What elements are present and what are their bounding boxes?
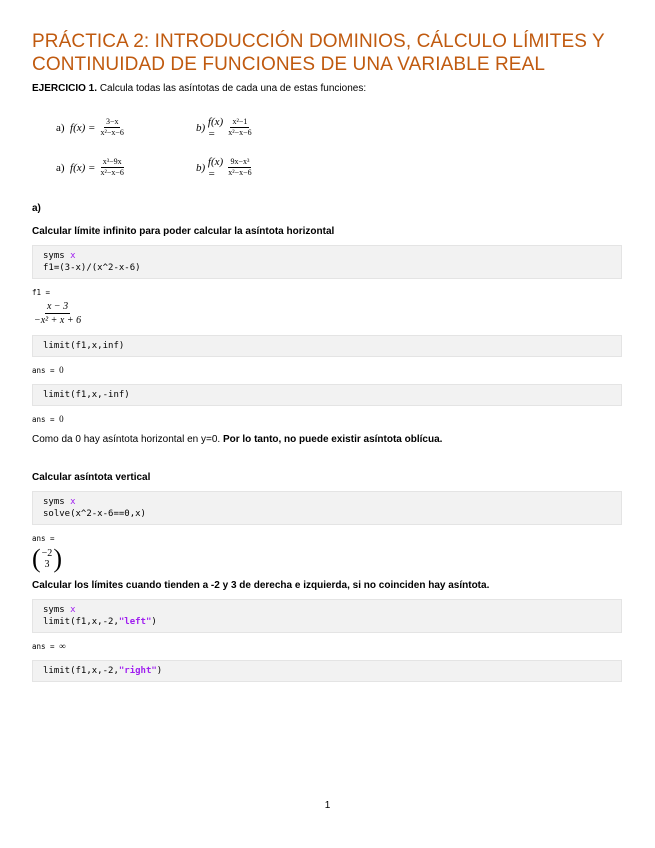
- document-page: [32, 30, 622, 682]
- fraction: $\frac{\text{9x−x³}}{\text{x²−x−6}}$: [228, 157, 252, 177]
- code-cell-4[interactable]: syms x solve(x^2-x-6==0,x): [32, 491, 622, 525]
- heading-horizontal-asymptote: Calcular límite infinito para poder calcular la asíntota horizontal: [32, 226, 335, 237]
- output-1-label: f1 =: [32, 288, 51, 297]
- formula-block: [32, 103, 622, 191]
- fraction: $\frac{\text{x²−1}}{\text{x²−x−6}}$: [228, 117, 252, 137]
- formula-2b: b) f(x) = $\frac{\text{9x−x³}}{\text{x²−x−6}}$: [196, 155, 252, 180]
- code-cell-1[interactable]: syms x f1=(3-x)/(x^2-x-6): [32, 245, 622, 279]
- output-4-matrix: ( −2 3 ): [32, 544, 62, 573]
- output-2: ans = 0: [32, 365, 64, 375]
- heading-vertical-asymptote: Calcular asíntota vertical: [32, 472, 151, 483]
- code-cell-5[interactable]: syms x limit(f1,x,-2,"left"): [32, 599, 622, 633]
- output-5: ans = ∞: [32, 641, 66, 651]
- exercise-text: Calcula todas las asíntotas de cada una de estas funciones:: [99, 83, 367, 94]
- formula-row-2: [56, 155, 252, 180]
- exercise-label: EJERCICIO 1.: [32, 83, 98, 94]
- fraction: $\frac{\text{x³−9x}}{\text{x²−x−6}}$: [100, 157, 124, 177]
- formula-1b: b) f(x) = $\frac{\text{x²−1}}{\text{x²−x−6}}$: [196, 115, 252, 140]
- formula-2a: a) f(x) = $\frac{\text{x³−9x}}{\text{x²−x−6}}$: [56, 157, 124, 177]
- heading-side-limits: Calcular los límites cuando tienden a -2 y 3 de derecha e izquierda, si no coinciden hay asíntota.: [32, 580, 490, 591]
- output-3: ans = 0: [32, 414, 64, 424]
- formula-1a: a) f(x) = $\frac{3-x}{\text{x²−x−6}}$: [56, 117, 124, 137]
- page-number: 1: [324, 800, 331, 811]
- formula-row-1: [56, 115, 252, 140]
- output-1-expression: $\frac{x - 3}{\text{−x² + x + 6}}$: [34, 301, 82, 326]
- fraction: $\frac{3-x}{\text{x²−x−6}}$: [100, 117, 124, 137]
- code-cell-3[interactable]: limit(f1,x,-inf): [32, 384, 622, 406]
- conclusion-paragraph: Como da 0 hay asíntota horizontal en y=0. Por lo tanto, no puede existir asíntota oblícua.: [32, 434, 443, 445]
- code-cell-2[interactable]: limit(f1,x,inf): [32, 335, 622, 357]
- page-title: PRÁCTICA 2: INTRODUCCIÓN DOMINIOS, CÁLCULO LÍMITES Y CONTINUIDAD DE FUNCIONES DE UNA VARIABLE REAL: [32, 31, 605, 75]
- section-a-label: a): [32, 203, 41, 214]
- code-cell-6[interactable]: limit(f1,x,-2,"right"): [32, 660, 622, 682]
- exercise-statement: [32, 82, 622, 95]
- output-4-label: ans =: [32, 534, 55, 543]
